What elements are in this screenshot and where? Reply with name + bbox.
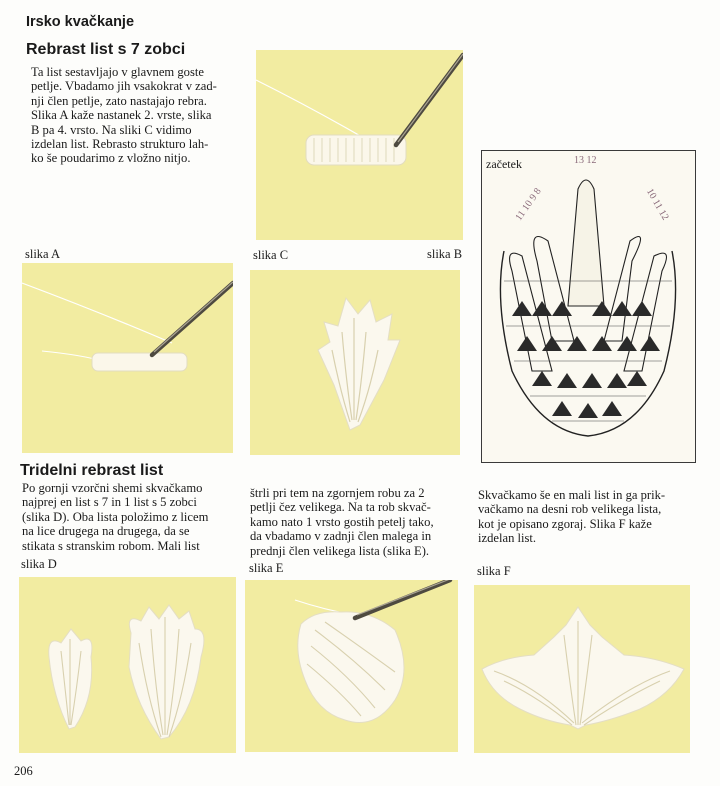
text-line: vačkamo na desni rob velikega lista, xyxy=(478,502,662,517)
text-line: da vbadamo v zadnji člen malega in xyxy=(250,529,432,544)
text-line: štrli pri tem na zgornjem robu za 2 xyxy=(250,486,425,500)
article-title-rebrast-list: Rebrast list s 7 zobci xyxy=(26,41,186,58)
crochet-chart-diagram xyxy=(481,150,696,463)
text-line: stikata s stranskim robom. Mali list xyxy=(22,538,200,553)
text-line: na lice drugega na drugega, da se xyxy=(22,524,190,539)
text-line: petlje. Vbadamo jih vsakokrat v zad- xyxy=(31,79,217,94)
text-line: kamo nato 1 vrsto gostih petelj tako, xyxy=(250,514,434,529)
article2-column-1 xyxy=(22,481,237,553)
page-number: 206 xyxy=(14,764,33,778)
photo-slika-c xyxy=(250,270,460,455)
text-line: Slika A kaže nastanek 2. vrste, slika xyxy=(31,108,212,123)
text-line: B pa 4. vrsto. Na sliki C vidimo xyxy=(31,122,192,137)
photo-slika-a xyxy=(22,263,233,453)
text-line: izdelan list. xyxy=(478,531,537,546)
text-line: Ta list sestavljajo v glavnem goste xyxy=(31,65,204,79)
caption-slika-e: slika E xyxy=(249,561,284,575)
text-line: (slika D). Oba lista položimo z licem xyxy=(22,509,209,524)
text-line: Skvačkamo še en mali list in ga prik- xyxy=(478,488,666,502)
diagram-row-numbers-left: 11 10 9 8 xyxy=(513,186,544,223)
text-line: nji člen petlje, zato nastajajo rebra. xyxy=(31,93,207,108)
photo-slika-e xyxy=(245,580,458,752)
diagram-row-numbers-top: 13 12 xyxy=(574,155,597,166)
text-line: prednji člen velikega lista (slika E). xyxy=(250,543,430,558)
caption-slika-d: slika D xyxy=(21,557,57,571)
photo-slika-f xyxy=(474,585,690,753)
photo-leaf-row-start xyxy=(256,50,463,240)
text-line: izdelan list. Rebrasto strukturo lah- xyxy=(31,137,209,152)
section-title: Irsko kvačkanje xyxy=(26,14,135,30)
photo-slika-d xyxy=(19,577,236,753)
diagram-row-numbers-right: 10 11 12 xyxy=(643,186,671,223)
caption-slika-c: slika C xyxy=(253,248,289,262)
article2-column-3 xyxy=(478,488,698,546)
caption-slika-a: slika A xyxy=(25,247,61,261)
caption-slika-f: slika F xyxy=(477,564,511,578)
article2-column-2 xyxy=(250,486,465,558)
text-line: najprej en list s 7 in 1 list s 5 zobci xyxy=(22,495,197,510)
text-line: Po gornji vzorčni shemi skvačkamo xyxy=(22,481,203,495)
article-title-tridelni-list: Tridelni rebrast list xyxy=(20,462,164,479)
text-line: kot je opisano zgoraj. Slika F kaže xyxy=(478,516,652,531)
diagram-start-label: začetek xyxy=(486,157,522,171)
caption-slika-b: slika B xyxy=(427,247,463,261)
text-line: ko še poudarimo z vložno nitjo. xyxy=(31,151,191,166)
text-line: petlji čez velikega. Na ta rob skvač- xyxy=(250,500,431,515)
article-intro-text xyxy=(31,65,246,166)
